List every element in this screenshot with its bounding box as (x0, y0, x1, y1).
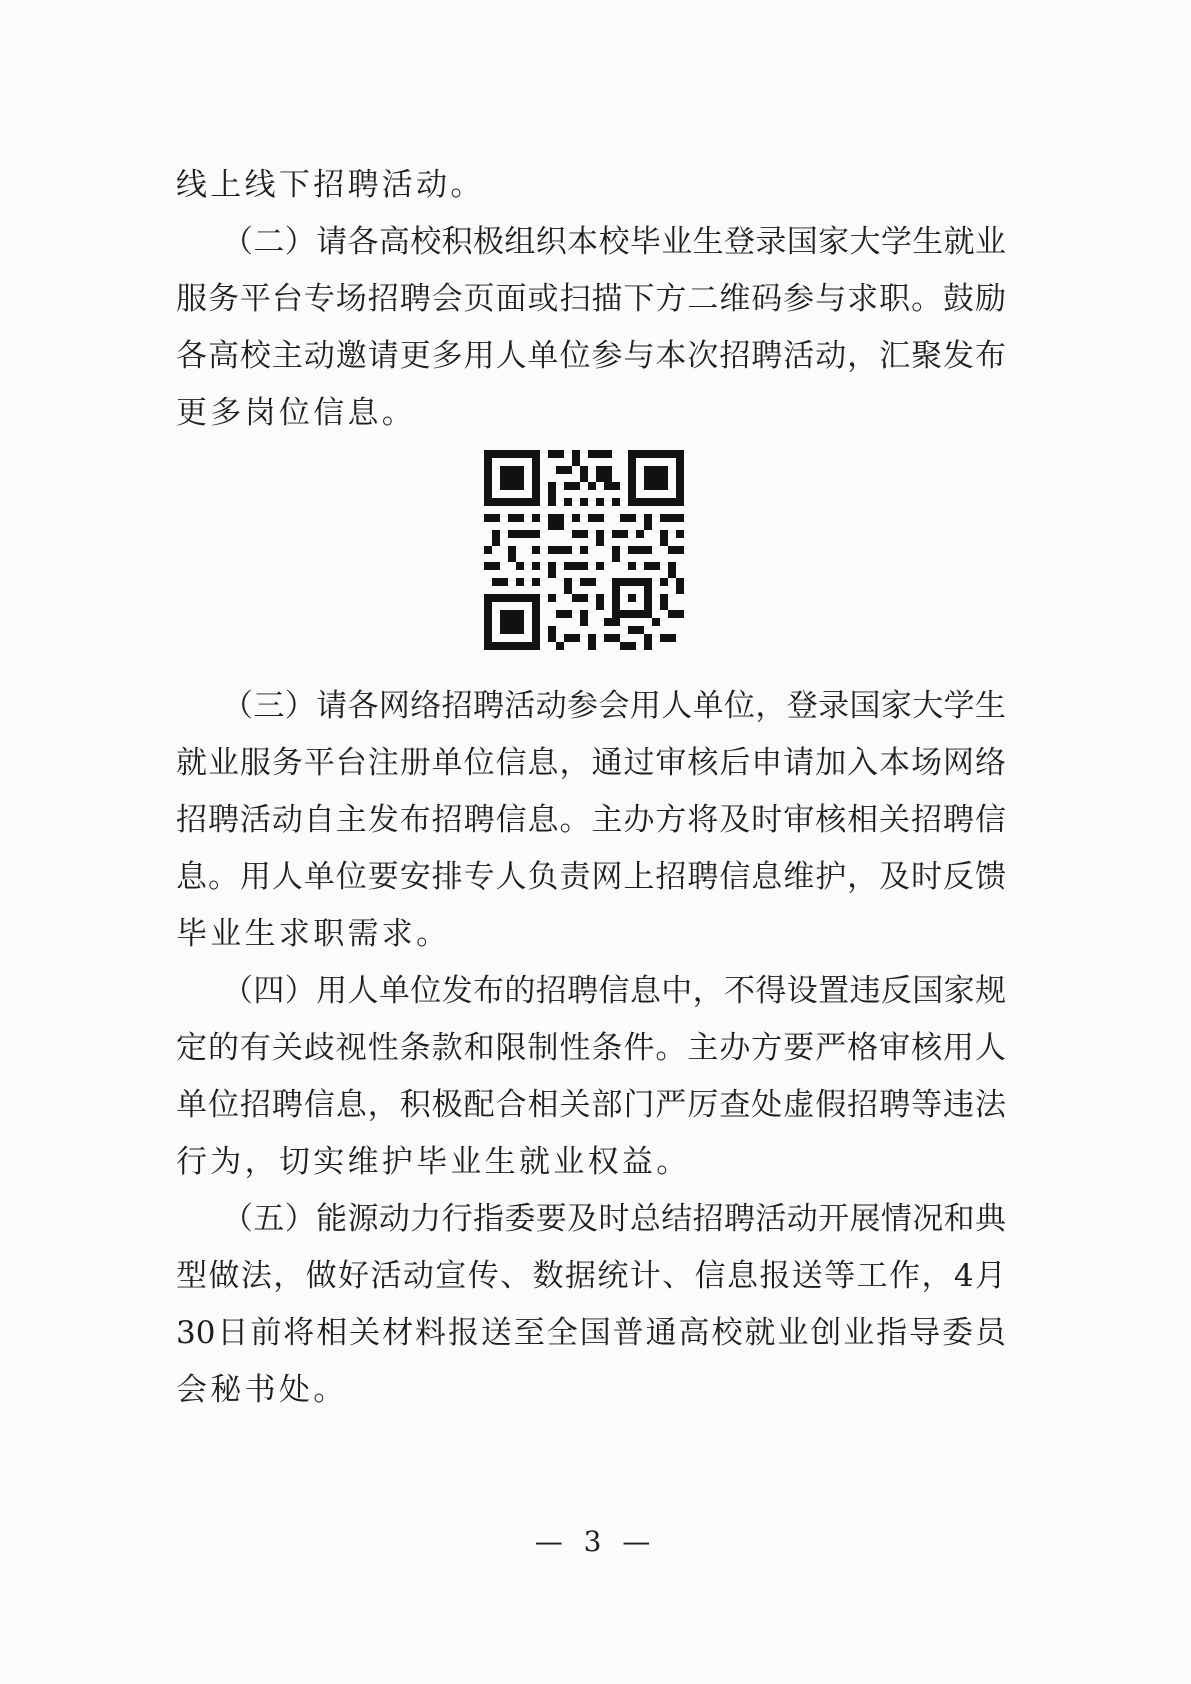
paragraph-line: 单位招聘信息，积极配合相关部门严厉查处虚假招聘等违法 (176, 1087, 1006, 1123)
paragraph-line: 线上线下招聘活动。 (176, 167, 485, 203)
paragraph-line: 就业服务平台注册单位信息，通过审核后申请加入本场网络 (176, 745, 1006, 781)
paragraph-line: 息。用人单位要安排专人负责网上招聘信息维护，及时反馈 (176, 859, 1006, 895)
paragraph-line: 型做法，做好活动宣传、数据统计、信息报送等工作，4月 (176, 1258, 1006, 1294)
paragraph-line: （三）请各网络招聘活动参会用人单位，登录国家大学生 (222, 688, 1006, 724)
qr-code (484, 450, 684, 650)
paragraph-line: 30日前将相关材料报送至全国普通高校就业创业指导委员 (176, 1315, 1006, 1351)
paragraph-line: 招聘活动自主发布招聘信息。主办方将及时审核相关招聘信 (176, 802, 1006, 838)
paragraph-line: （二）请各高校积极组织本校毕业生登录国家大学生就业 (222, 224, 1006, 260)
paragraph-line: 各高校主动邀请更多用人单位参与本次招聘活动，汇聚发布 (176, 338, 1006, 374)
paragraph-line: 会秘书处。 (176, 1372, 348, 1408)
paragraph-line: （四）用人单位发布的招聘信息中，不得设置违反国家规 (222, 973, 1006, 1009)
paragraph-line: 服务平台专场招聘会页面或扫描下方二维码参与求职。鼓励 (176, 281, 1006, 317)
paragraph-line: 行为，切实维护毕业生就业权益。 (176, 1144, 691, 1180)
paragraph-line: 毕业生求职需求。 (176, 916, 451, 952)
paragraph-line: 更多岗位信息。 (176, 395, 417, 431)
paragraph-line: 定的有关歧视性条款和限制性条件。主办方要严格审核用人 (176, 1030, 1006, 1066)
paragraph-line: （五）能源动力行指委要及时总结招聘活动开展情况和典 (222, 1201, 1006, 1237)
page-number: — 3 — (534, 1525, 657, 1558)
